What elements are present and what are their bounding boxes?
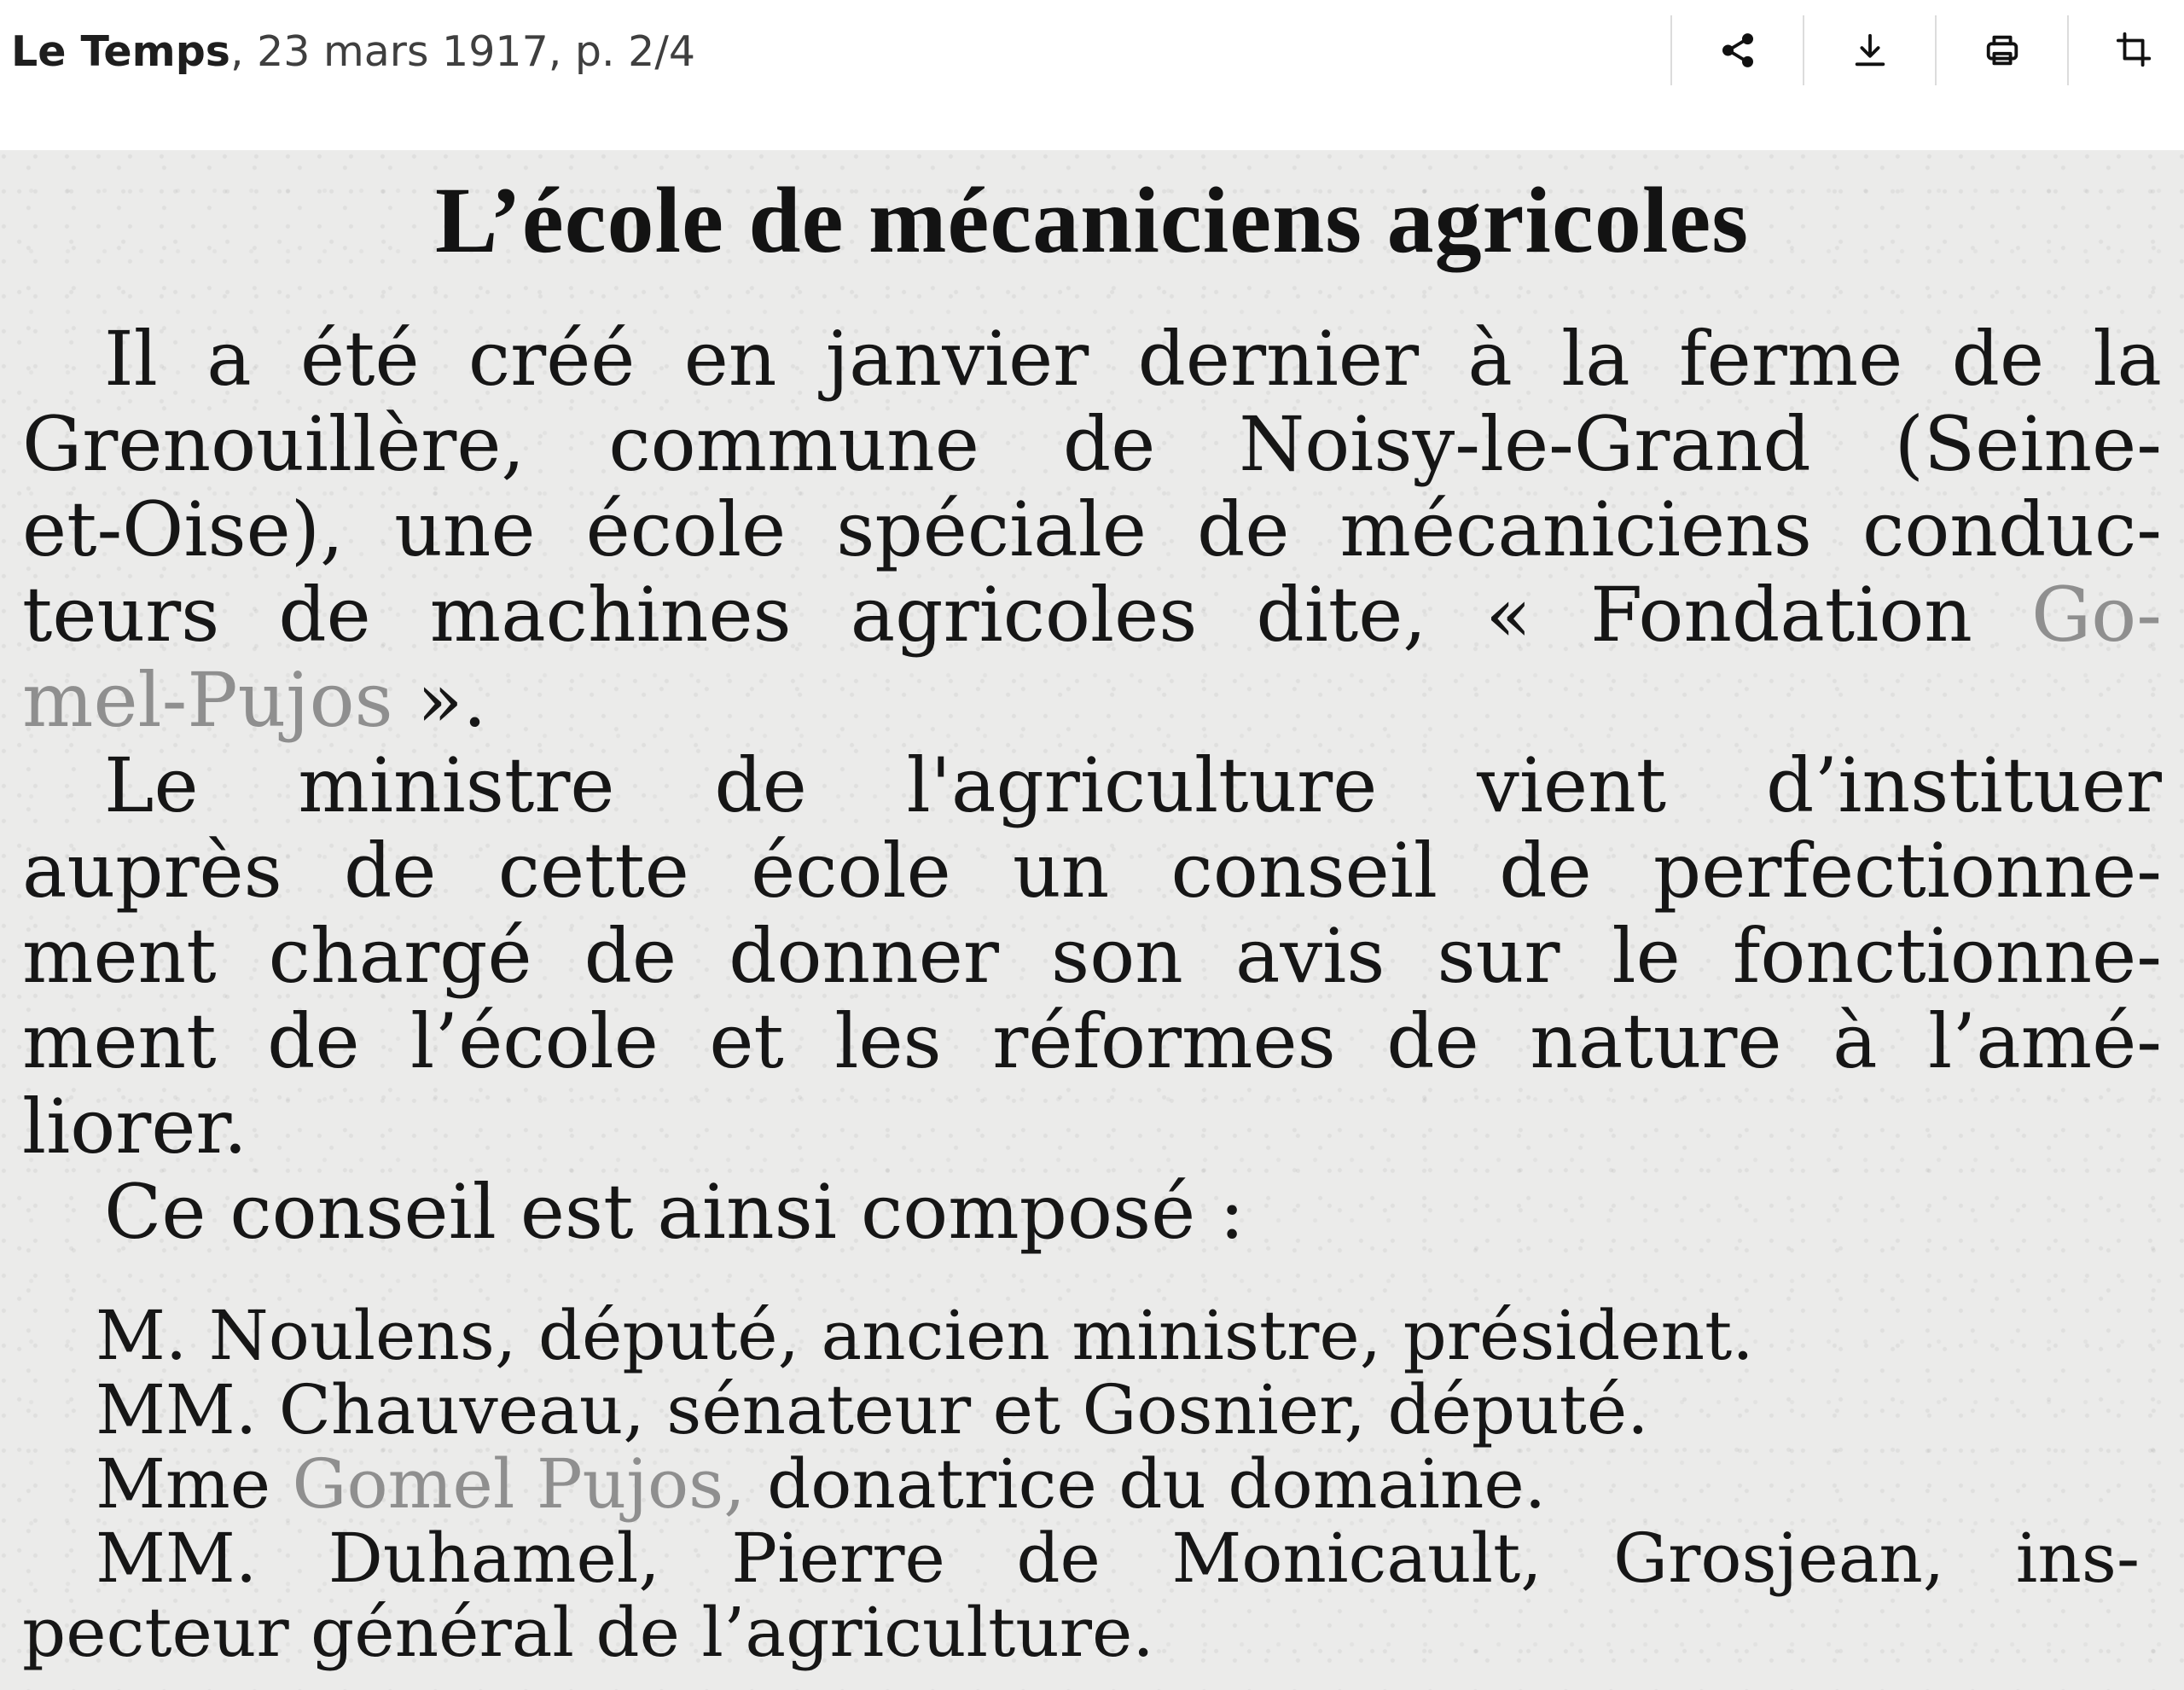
highlighted-name: Gomel Pujos, xyxy=(292,1444,746,1524)
text-line: Le ministre de l'agriculture vient d’instituer xyxy=(104,741,2162,829)
member-line: M. Noulens, député, ancien ministre, président. xyxy=(96,1296,1754,1375)
toolbar xyxy=(0,0,2184,106)
publication-details: , 23 mars 1917, p. 2/4 xyxy=(229,27,696,76)
download-icon xyxy=(1850,31,1890,70)
publication-name: Le Temps xyxy=(11,27,230,76)
download-button[interactable] xyxy=(1803,15,1935,85)
member-line: pecteur général de l’agriculture. xyxy=(22,1593,1154,1672)
member-line: MM. Duhamel, Pierre de Monicault, Grosjean, ins- xyxy=(96,1519,2140,1598)
share-button[interactable] xyxy=(1670,15,1803,85)
member-line xyxy=(96,1442,1546,1527)
text-line: ment chargé de donner son avis sur le fonctionne- xyxy=(22,912,2162,1000)
text-line: auprès de cette école un conseil de perfectionne- xyxy=(22,827,2162,915)
article-title: L’école de mécaniciens agricoles xyxy=(434,168,1750,272)
highlighted-name: mel-Pujos xyxy=(22,656,393,744)
text-segment: donatrice du domaine. xyxy=(745,1444,1547,1524)
text-line: ment de l’école et les réformes de nature à l’amé- xyxy=(22,997,2162,1085)
text-line: et-Oise), une école spéciale de mécaniciens conduc- xyxy=(22,485,2162,573)
text-line xyxy=(22,572,2162,658)
action-buttons xyxy=(1670,15,2184,85)
text-segment: teurs de machines agricoles dite, « Fondation xyxy=(22,571,2031,659)
text-line: Grenouillère, commune de Noisy-le-Grand (Seine- xyxy=(22,400,2162,488)
crop-button[interactable] xyxy=(2067,15,2184,85)
text-segment: ». xyxy=(392,656,487,744)
text-segment: Mme xyxy=(96,1444,293,1524)
share-icon xyxy=(1718,31,1757,70)
text-line: Il a été créé en janvier dernier à la ferme de la xyxy=(104,315,2162,403)
text-line: Ce conseil est ainsi composé : xyxy=(104,1168,1245,1256)
print-icon xyxy=(1983,31,2022,70)
newspaper-clipping xyxy=(0,150,2184,1690)
crop-icon xyxy=(2115,31,2154,70)
highlighted-name: Go- xyxy=(2030,571,2162,659)
text-line: liorer. xyxy=(22,1083,247,1170)
text-line xyxy=(22,658,2162,743)
document-caption xyxy=(11,22,695,82)
member-line: MM. Chauveau, sénateur et Gosnier, député. xyxy=(96,1370,1649,1449)
print-button[interactable] xyxy=(1935,15,2067,85)
article xyxy=(0,150,2184,1690)
